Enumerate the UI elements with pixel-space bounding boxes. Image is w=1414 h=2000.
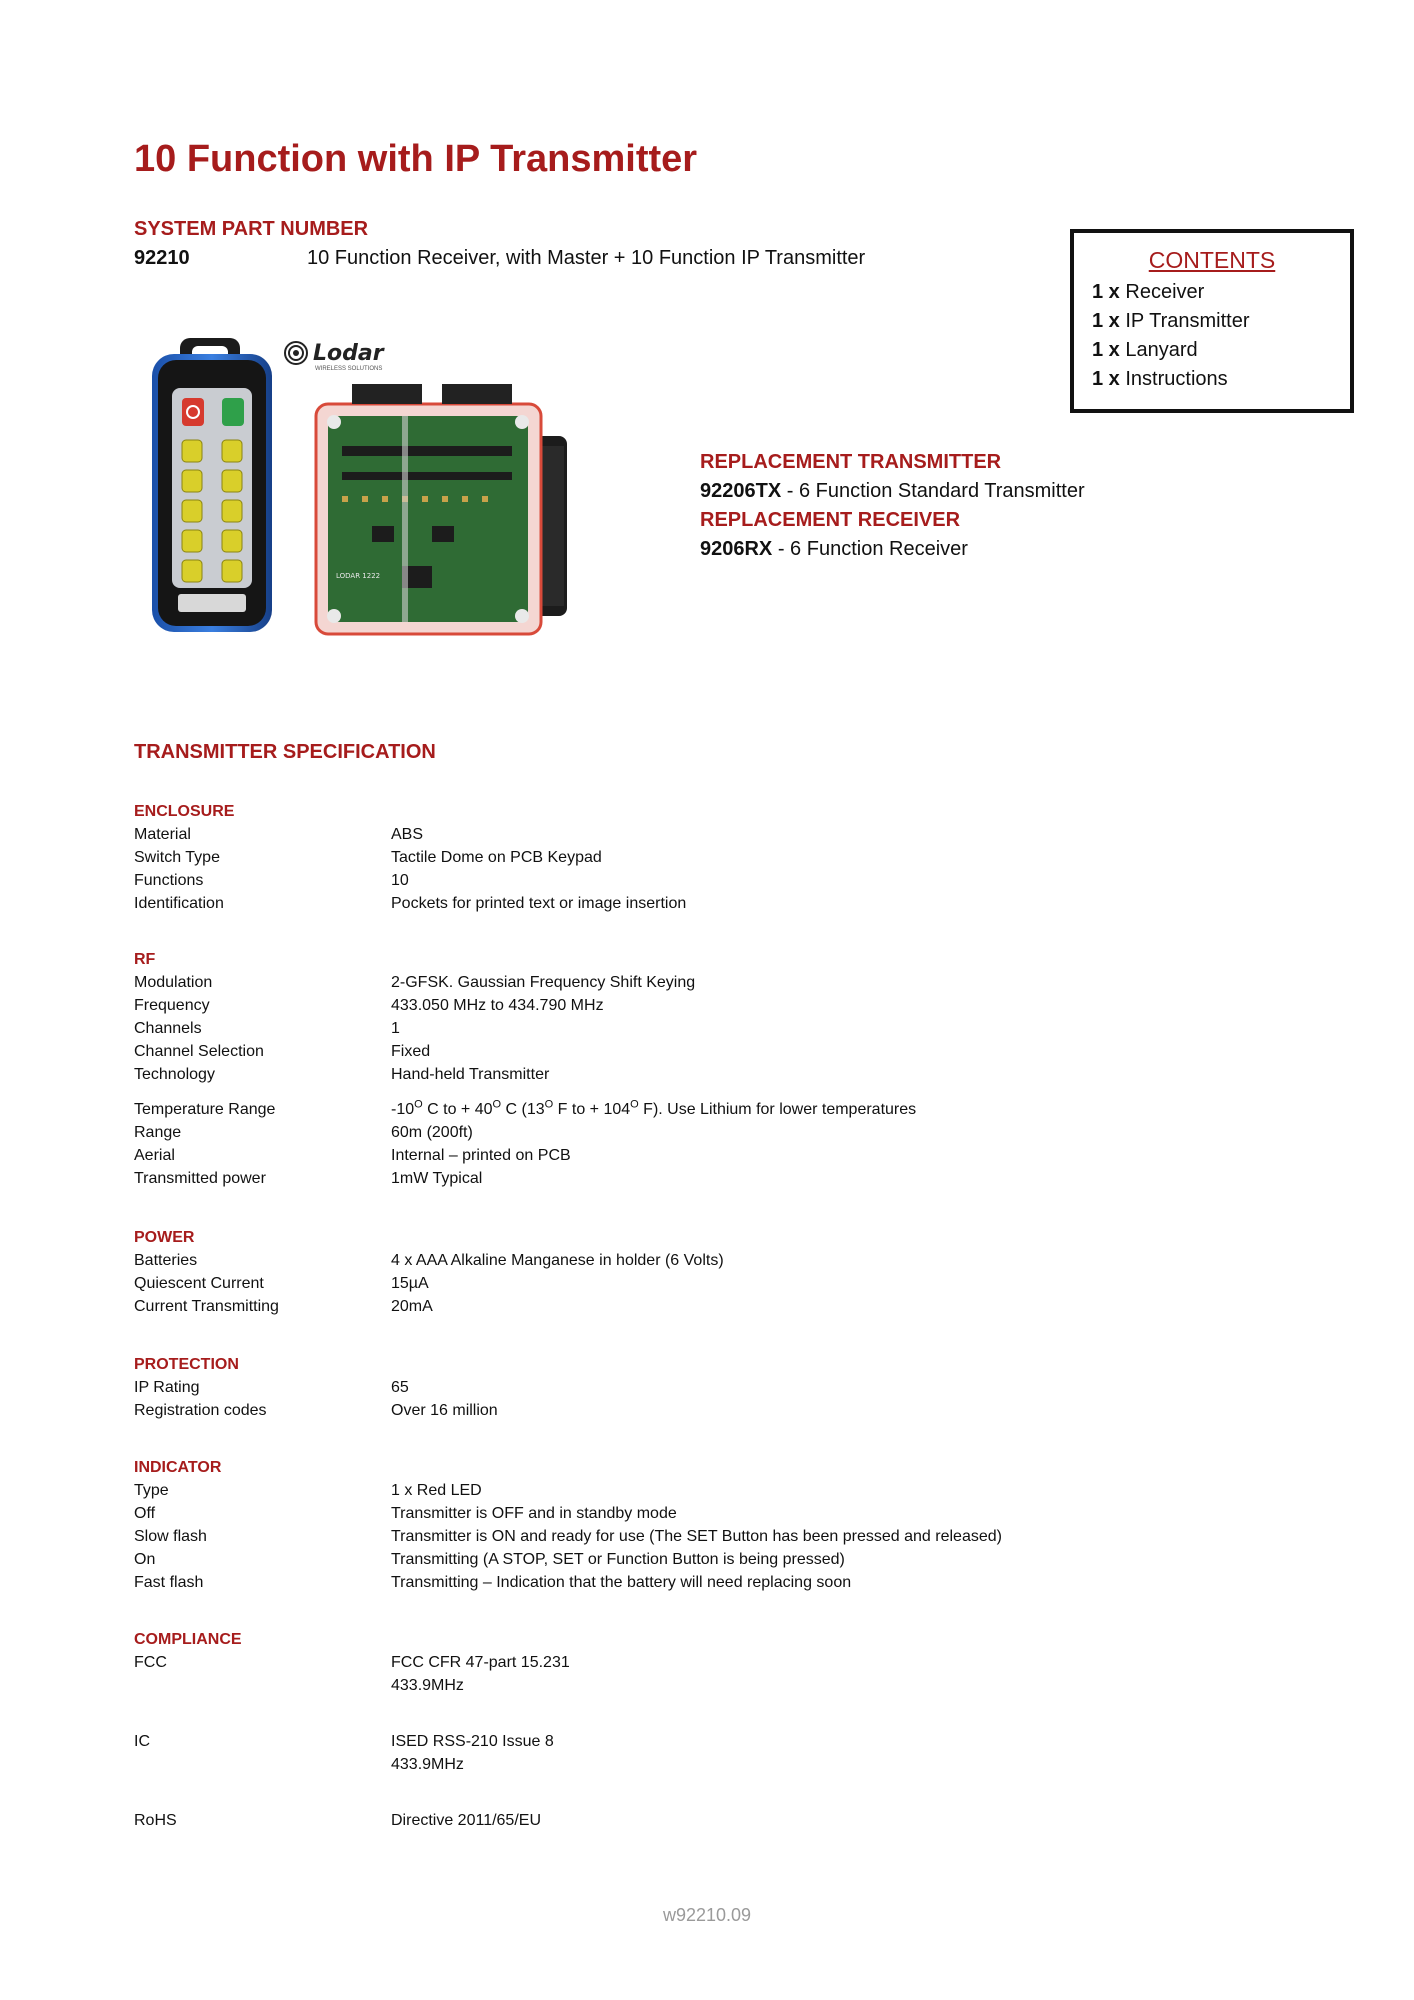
spec-section-indicator [134, 1456, 1002, 1594]
spec-title: TRANSMITTER SPECIFICATION [134, 741, 436, 763]
spec-row: Range 60m (200ft) [134, 1124, 473, 1141]
spec-row-fcc: FCC FCC CFR 47-part 15.231 [134, 1654, 570, 1671]
board-label: LODAR 1222 [336, 572, 381, 580]
replacement-transmitter-heading: REPLACEMENT TRANSMITTER [700, 451, 1002, 473]
spec-row: Slow flash Transmitter is ON and ready for use (The SET Button has been pressed and released) [134, 1528, 1002, 1545]
replacement-transmitter-line: 92206TX - 6 Function Standard Transmitter [700, 480, 1085, 502]
replacement-receiver-heading: REPLACEMENT RECEIVER [700, 509, 961, 531]
spec-row: Batteries 4 x AAA Alkaline Manganese in holder (6 Volts) [134, 1252, 724, 1269]
spec-row: On Transmitting (A STOP, SET or Function Button is being pressed) [134, 1551, 845, 1568]
logo-swirl-icon [283, 340, 309, 366]
spec-heading: RF [134, 951, 156, 968]
contents-box [1070, 229, 1354, 413]
spec-row: Material ABS [134, 826, 424, 843]
system-part-number-heading: SYSTEM PART NUMBER [134, 218, 369, 240]
spec-row: Frequency 433.050 MHz to 434.790 MHz [134, 997, 604, 1014]
spec-section-power [134, 1226, 724, 1318]
spec-row: Off Transmitter is OFF and in standby mode [134, 1505, 677, 1522]
spec-row-fcc-freq: 433.9MHz [391, 1677, 464, 1694]
spec-row: Aerial Internal – printed on PCB [134, 1147, 571, 1164]
spec-section-protection [134, 1353, 498, 1422]
spec-section-compliance [134, 1628, 570, 1832]
transmitter-image [148, 336, 288, 636]
spec-row: Channels 1 [134, 1020, 400, 1037]
brand-logo: Lodar WIRELESS SOLUTIONS [283, 340, 393, 372]
document-code: w92210.09 [662, 1905, 752, 1925]
contents-item: 1 x Instructions [1092, 368, 1228, 390]
contents-item: 1 x Receiver [1092, 281, 1205, 303]
spec-row-temperature: Temperature Range $-10^O$ C to + $40^O$ C ($13^O$ F to + $104^O$ F). Use Lithium for lower temperatures [134, 1098, 917, 1118]
spec-row: Channel Selection Fixed [134, 1043, 431, 1060]
spec-row: Switch Type Tactile Dome on PCB Keypad [134, 849, 602, 866]
page-title: 10 Function with IP Transmitter [134, 138, 698, 180]
spec-row: Modulation 2-GFSK. Gaussian Frequency Shift Keying [134, 974, 696, 991]
spec-row: Identification Pockets for printed text or image insertion [134, 895, 687, 912]
spec-section-rf [134, 948, 916, 1190]
spec-heading: PROTECTION [134, 1356, 239, 1373]
spec-section-enclosure [134, 800, 686, 915]
spec-row-ic-freq: 433.9MHz [391, 1756, 464, 1773]
spec-row: Transmitted power 1mW Typical [134, 1170, 483, 1187]
spec-row: Current Transmitting 20mA [134, 1298, 433, 1315]
spec-heading: COMPLIANCE [134, 1631, 242, 1648]
spec-row-ic: IC ISED RSS-210 Issue 8 [134, 1733, 554, 1750]
spec-heading: POWER [134, 1229, 195, 1246]
system-description: 10 Function Receiver, with Master + 10 Function IP Transmitter [307, 247, 866, 269]
spec-row: IP Rating 65 [134, 1379, 409, 1396]
spec-row: Technology Hand-held Transmitter [134, 1066, 550, 1083]
receiver-image [312, 376, 582, 646]
contents-list [1092, 278, 1250, 394]
contents-item: 1 x IP Transmitter [1092, 310, 1250, 332]
spec-row: Fast flash Transmitting – Indication that the battery will need replacing soon [134, 1574, 852, 1591]
spec-row: Quiescent Current 15µA [134, 1275, 429, 1292]
replacement-receiver-line: 9206RX - 6 Function Receiver [700, 538, 968, 560]
spec-row-rohs: RoHS Directive 2011/65/EU [134, 1812, 541, 1829]
spec-heading: INDICATOR [134, 1459, 222, 1476]
contents-heading: CONTENTS [1148, 247, 1276, 273]
spec-heading: ENCLOSURE [134, 803, 235, 820]
spec-row: Functions 10 [134, 872, 409, 889]
system-part-number: 92210 [134, 247, 190, 269]
spec-row: Registration codes Over 16 million [134, 1402, 498, 1419]
contents-item: 1 x Lanyard [1092, 339, 1198, 361]
spec-row: Type 1 x Red LED [134, 1482, 482, 1499]
